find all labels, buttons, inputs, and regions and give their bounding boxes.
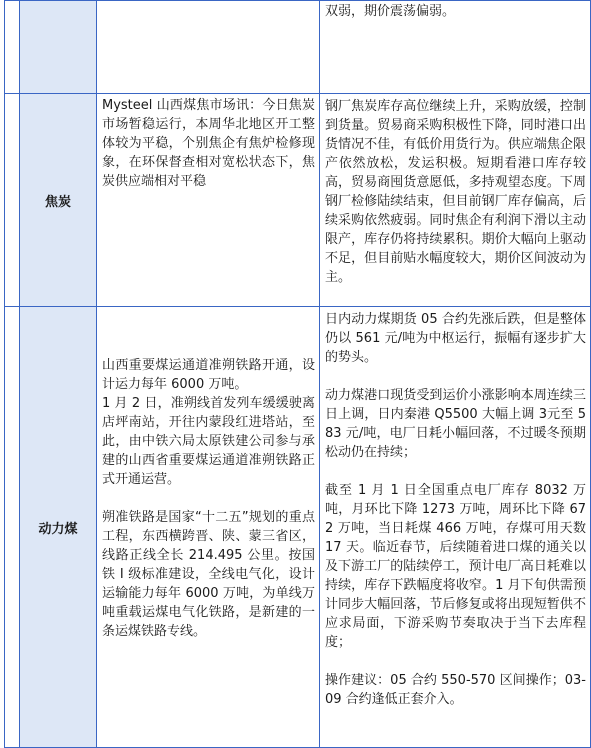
table-row — [5, 1, 591, 94]
paragraph-gap — [325, 652, 586, 671]
table-row — [5, 94, 591, 307]
side-margin-cell — [5, 1, 20, 94]
news-paragraph: 1 月 2 日，准朔线首发列车缓缓驶离店坪南站，开往内蒙段红进塔站，至此，由中铁六局太原铁建公司参与承建的山西省重要煤运通道准朔铁路正式开通运营。 — [102, 396, 315, 487]
paragraph-gap — [325, 367, 586, 386]
category-cell — [20, 1, 97, 94]
category-cell — [20, 94, 97, 307]
market-news-text: Mysteel 山西煤焦市场讯：今日焦炭市场暂稳运行，本周华北地区开工整体较为平稳，个别焦企有焦炉检修现象，在环保督查相对宽松状态下，焦炭供应端相对平稳 — [102, 98, 315, 189]
side-margin-cell — [5, 307, 20, 748]
table-row — [5, 307, 591, 748]
market-news-cell — [97, 1, 320, 94]
analysis-cell — [320, 307, 591, 748]
market-news-cell — [97, 94, 320, 307]
paragraph-gap — [325, 462, 586, 481]
analysis-paragraph: 日内动力煤期货 05 合约先涨后跌，但是整体仍以 561 元/吨为中枢运行，振幅有逐步扩大的势头。 — [325, 312, 586, 365]
analysis-paragraph: 双弱，期价震荡偏弱。 — [325, 4, 456, 19]
paragraph-gap — [102, 489, 315, 508]
market-news-text — [97, 1, 319, 4]
analysis-paragraph: 钢厂焦炭库存高位继续上升，采购放缓，控制到货量。贸易商采购积极性下降，同时港口出货情况不佳，有低价用货行为。供应端焦企限产依然放松，发运积极。短期看港口库存较高，贸易商囤货意愿低，多持观望态度。下周钢厂检修陆续结束，但目前钢厂库存偏高，后续采购依然疲弱。同时焦企有利润下滑以主动限产，库存仍将持续累积。期价大幅向上驱动不足，但目前贴水幅度较大，期价区间波动为主。 — [325, 99, 586, 285]
analysis-paragraph: 动力煤港口现货受到运价小涨影响本周连续三日上调，日内秦港 Q5500 大幅上调 3元至 583 元/吨，电厂日耗小幅回落，不过暖冬预期松动仍在持续； — [325, 388, 586, 460]
category-label: 动力煤 — [38, 521, 78, 537]
analysis-cell — [320, 94, 591, 307]
category-label: 焦炭 — [44, 194, 71, 210]
news-paragraph: 山西重要煤运通道准朔铁路开通，设计运力每年 6000 万吨。 — [102, 358, 315, 392]
market-report-table — [4, 0, 591, 748]
news-paragraph: 朔准铁路是国家“十二五”规划的重点工程，东西横跨晋、陕、蒙三省区，线路正线全长 214.495 公里。按国铁 I 级标准建设，全线电气化，设计运输能力每年 6000 万吨，为单线万吨重载运煤电气化铁路，是新建的一条运煤铁路专线。 — [102, 510, 315, 639]
category-cell — [20, 307, 97, 748]
analysis-text-block — [320, 307, 590, 711]
analysis-paragraph: 截至 1 月 1 日全国重点电厂库存 8032 万吨，月环比下降 1273 万吨，周环比下降 672 万吨，当日耗煤 466 万吨，存煤可用天数 17 天。临近春节，后续随着进口煤的通关以及下游工厂的陆续停工，预计电厂高日耗难以持续，库存下跌幅度将收窄。1 月下旬供需预计同步大幅回落，节后修复或将出现短暂供不应求局面，下游采购节奏取决于当下去库程度； — [325, 483, 586, 650]
market-news-cell — [97, 307, 320, 748]
side-margin-cell — [5, 94, 20, 307]
analysis-paragraph: 操作建议：05 合约 550-570 区间操作；03-09 合约逢低正套介入。 — [325, 673, 586, 707]
analysis-cell — [320, 1, 591, 94]
market-news-text-block — [97, 307, 319, 643]
